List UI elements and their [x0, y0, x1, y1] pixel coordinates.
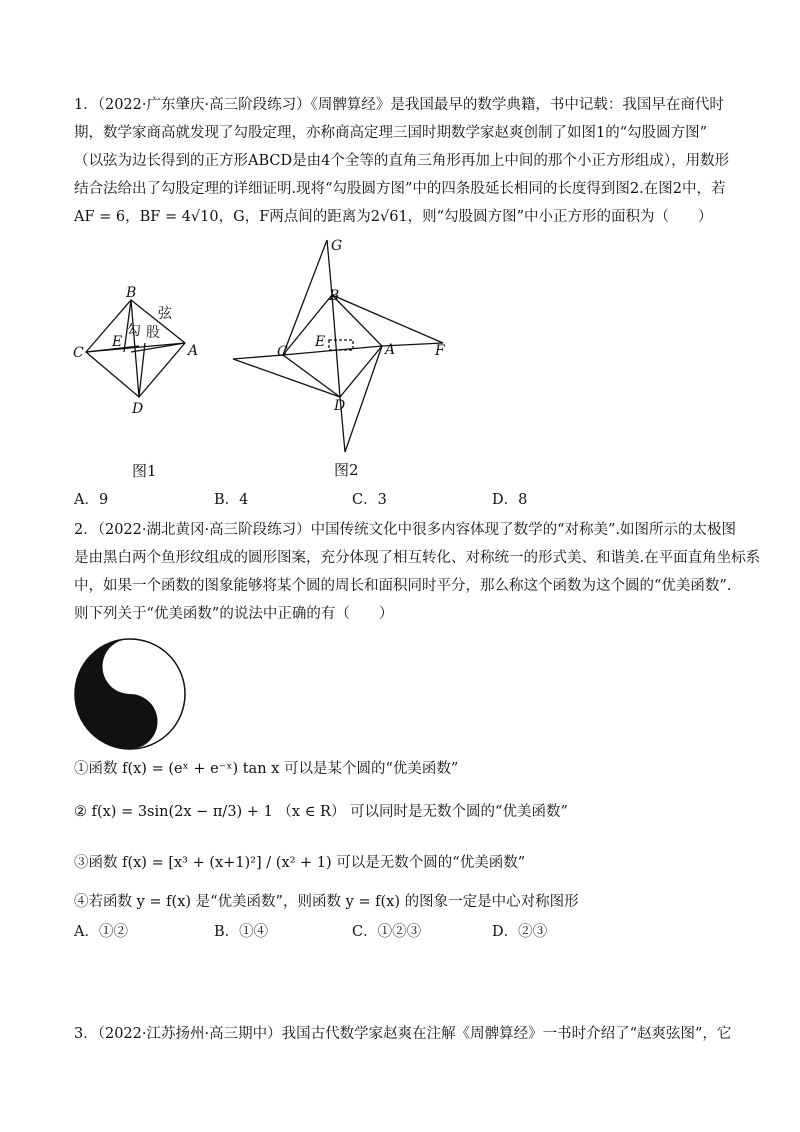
- fig1-label-a: A: [188, 343, 199, 359]
- q2-statement-4: ④若函数 y = f(x) 是“优美函数”，则函数 y = f(x) 的图象一定是中心对称图形: [74, 894, 579, 910]
- q2-statement-1: ①函数 f(x) = (eˣ + e⁻ˣ) tan x 可以是某个圆的“优美函数”: [74, 761, 459, 777]
- q2-line3: 中，如果一个函数的图象能够将某个圆的周长和面积同时平分，那么称这个函数为这个圆的“优美函数”.: [74, 578, 732, 594]
- figure-1: [60, 280, 210, 480]
- fig1-label-d: D: [132, 401, 144, 417]
- q2-text-1: 中国传统文化中很多内容体现了数学的“对称美”.如图所示的太极图: [310, 522, 737, 538]
- q3-source: （2022·江苏扬州·高三期中）: [97, 1026, 282, 1042]
- fig2-d-to-a: [345, 346, 382, 452]
- fig1-label-c: C: [73, 345, 84, 361]
- fig2-extended-leg-c: [233, 355, 283, 359]
- q2-choice-a[interactable]: A．①②: [74, 924, 128, 940]
- fig2-label-c: C: [277, 344, 288, 360]
- fig2-label-e: E: [315, 334, 326, 350]
- q1-line3: （以弦为边长得到的正方形ABCD是由4个全等的直角三角形再加上中间的那个小正方形组成），用数形: [74, 153, 730, 169]
- fig2-f-to-b: [332, 295, 443, 343]
- taiji-black-dot: [129, 715, 139, 725]
- fig2-label-f: F: [435, 343, 445, 359]
- q2-choice-d[interactable]: D．②③: [492, 924, 548, 940]
- fig2-label-d: D: [334, 398, 346, 414]
- q2-choice-b[interactable]: B．①④: [214, 924, 269, 940]
- fig1-label-b: B: [126, 285, 137, 301]
- q3-line1: [74, 1022, 731, 1043]
- fig1-label-gu: 股: [146, 325, 160, 341]
- q1-line2: 期，数学家商高就发现了勾股定理，亦称商高定理三国时期数学家赵爽创制了如图1的“勾股圆方图”: [74, 125, 708, 141]
- q2-source: （2022·湖北黄冈·高三阶段练习）: [97, 522, 311, 538]
- q3-number: 3．: [74, 1026, 98, 1042]
- fig2-segment-ca: [283, 346, 382, 355]
- q2-line1: [74, 518, 736, 539]
- q1-line4: 结合法给出了勾股定理的详细证明.现将“勾股圆方图”中的四条股延长相同的长度得到图2.在图2中，若: [74, 181, 726, 197]
- figure-2: [225, 232, 465, 482]
- fig2-label-g: G: [331, 238, 343, 254]
- q2-number: 2．: [74, 522, 98, 538]
- fig1-label-xian: 弦: [158, 306, 172, 322]
- q2-choice-c[interactable]: C．①②③: [352, 924, 422, 940]
- q1-choice-a[interactable]: A．9: [74, 492, 109, 508]
- fig2-label-b: B: [329, 288, 340, 304]
- q2-line4: 则下列关于“优美函数”的说法中正确的有（ ）: [74, 606, 394, 622]
- fig2-c-to-d: [233, 359, 340, 397]
- q1-choice-b[interactable]: B．4: [214, 492, 249, 508]
- fig1-label-gou: 勾: [127, 323, 141, 339]
- q1-line1: [74, 93, 724, 114]
- fig1-label-e: E: [112, 334, 123, 350]
- fig2-label-a: A: [385, 342, 396, 358]
- q2-statement-3: ③函数 f(x) = [x³ + (x+1)²] / (x² + 1) 可以是无数个圆的“优美函数”: [74, 855, 526, 871]
- q2-line2: 是由黑白两个鱼形纹组成的圆形图案，充分体现了相互转化、对称统一的形式美、和谐美.在平面直角坐标系: [74, 550, 761, 566]
- fig2-segment-bd: [332, 295, 340, 397]
- fig2-caption: 图2: [334, 461, 359, 479]
- q1-source: （2022·广东肇庆·高三阶段练习）: [97, 97, 311, 113]
- taiji-figure: [74, 638, 186, 750]
- taiji-white-dot: [129, 656, 139, 666]
- q2-statement-2: ② f(x) = 3sin(2x − π/3) + 1 （x ∈ R） 可以同时是无数个圆的“优美函数”: [74, 804, 568, 820]
- q1-number: 1．: [74, 97, 98, 113]
- q3-text-1: 我国古代数学家赵爽在注解《周髀算经》一书时介绍了“赵爽弦图”，它: [281, 1026, 732, 1042]
- fig1-segment-bd: [131, 300, 139, 397]
- q1-choice-d[interactable]: D．8: [492, 492, 528, 508]
- q1-text-1: 《周髀算经》是我国最早的数学典籍，书中记载：我国早在商代时: [310, 97, 724, 113]
- q1-choice-c[interactable]: C．3: [352, 492, 387, 508]
- q1-line5: AF = 6，BF = 4√10，G，F两点间的距离为2√61，则“勾股圆方图”中小正方形的面积为（ ）: [74, 209, 713, 225]
- fig1-caption: 图1: [132, 462, 157, 480]
